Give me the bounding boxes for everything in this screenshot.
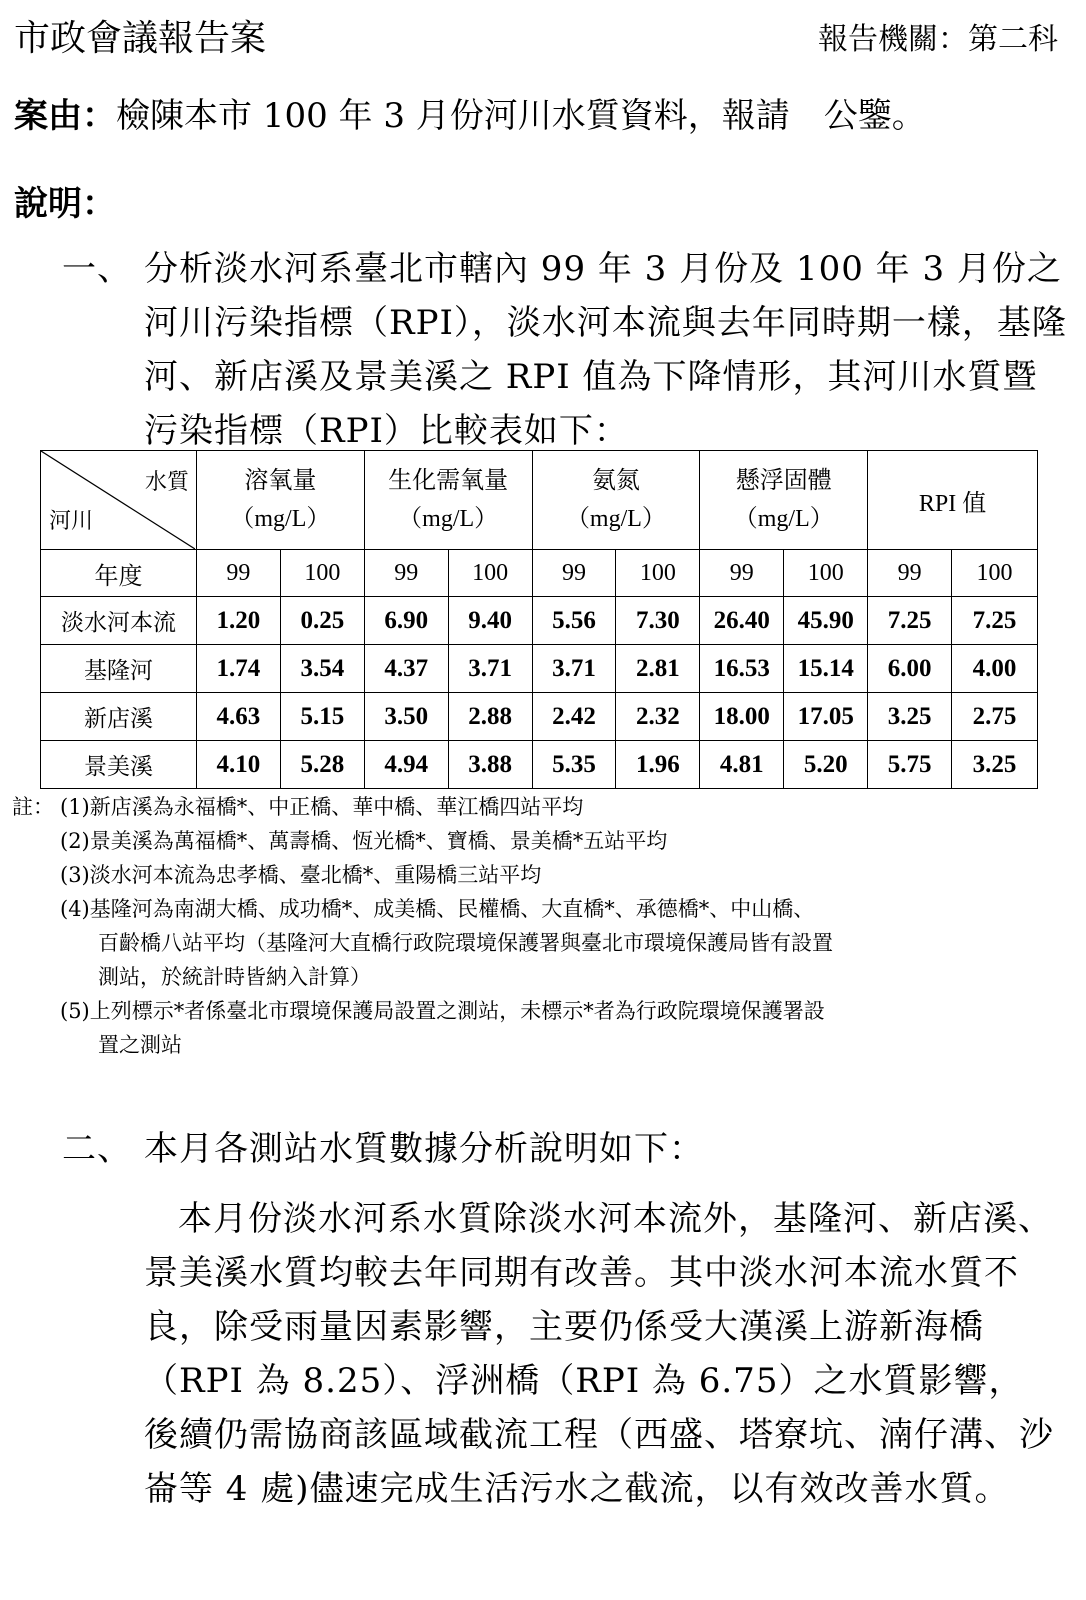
value-cell: 5.35 — [532, 741, 616, 789]
value-cell: 3.71 — [532, 645, 616, 693]
note-continuation: 百齡橋八站平均（基隆河大直橋行政院環境保護署與臺北市環境保護局皆有設置 — [98, 931, 833, 955]
section-one — [62, 242, 1072, 458]
water-quality-table — [40, 450, 1038, 789]
note-continuation: 測站，於統計時皆納入計算） — [98, 965, 371, 989]
value-cell: 17.05 — [784, 693, 868, 741]
year-cell: 99 — [700, 550, 784, 597]
subject-line — [14, 88, 926, 137]
section-two-number: 二、 — [62, 1129, 132, 1169]
year-cell: 99 — [868, 550, 952, 597]
year-cell: 100 — [952, 550, 1038, 597]
year-cell: 100 — [784, 550, 868, 597]
note-item: (4)基隆河為南湖大橋、成功橋*、成美橋、民權橋、大直橋*、承德橋*、中山橋、 — [60, 897, 815, 921]
value-cell: 7.25 — [952, 597, 1038, 645]
reporting-agency: 報告機關：第二科 — [818, 22, 1058, 57]
value-cell: 2.32 — [616, 693, 700, 741]
param-header-do — [196, 451, 364, 550]
note-item: (5)上列標示*者係臺北市環境保護局設置之測站，未標示*者為行政院環境保護署設 — [60, 999, 825, 1023]
value-cell: 4.81 — [700, 741, 784, 789]
value-cell: 3.54 — [280, 645, 364, 693]
analysis-paragraph: 本月份淡水河系水質除淡水河本流外，基隆河、新店溪、景美溪水質均較去年同期有改善。其中淡水河本流水質不良，除受雨量因素影響，主要仍係受大漢溪上游新海橋（RPI 為 8.25）、浮洲橋（RPI 為 6.75）之水質影響，後續仍需協商該區域截流工程（西盛、塔寮坑、湳仔溝、沙崙等 4 處)儘速完成生活污水之截流，以有效改善水質。 — [144, 1199, 1054, 1509]
value-cell: 9.40 — [448, 597, 532, 645]
note-item: (3)淡水河本流為忠孝橋、臺北橋*、重陽橋三站平均 — [60, 863, 542, 887]
value-cell: 16.53 — [700, 645, 784, 693]
explanation-label: 說明： — [14, 184, 116, 224]
table-row-jingmei — [41, 741, 1038, 789]
notes-label: 註： — [12, 795, 54, 819]
param-unit: （mg/L） — [230, 506, 331, 532]
value-cell: 4.00 — [952, 645, 1038, 693]
value-cell: 2.75 — [952, 693, 1038, 741]
table-row-keelung — [41, 645, 1038, 693]
river-name: 新店溪 — [41, 693, 197, 741]
note-continuation: 置之測站 — [98, 1033, 182, 1057]
year-cell: 100 — [280, 550, 364, 597]
corner-label-river: 河川 — [49, 508, 94, 533]
value-cell: 0.25 — [280, 597, 364, 645]
year-row — [41, 550, 1038, 597]
subject-label: 案由： — [14, 96, 116, 136]
value-cell: 5.28 — [280, 741, 364, 789]
value-cell: 4.94 — [364, 741, 448, 789]
document-title: 市政會議報告案 — [14, 18, 267, 59]
value-cell: 6.00 — [868, 645, 952, 693]
value-cell: 3.50 — [364, 693, 448, 741]
year-cell: 99 — [196, 550, 280, 597]
value-cell: 5.56 — [532, 597, 616, 645]
param-header-ss — [700, 451, 868, 550]
param-header-bod — [364, 451, 532, 550]
value-cell: 4.10 — [196, 741, 280, 789]
param-name: 生化需氧量 — [388, 468, 509, 494]
param-header-nh3n — [532, 451, 700, 550]
value-cell: 1.74 — [196, 645, 280, 693]
value-cell: 3.25 — [952, 741, 1038, 789]
year-cell: 99 — [364, 550, 448, 597]
subject-text: 檢陳本市 100 年 3 月份河川水質資料，報請 公鑒。 — [116, 96, 926, 136]
table-row-tamsui — [41, 597, 1038, 645]
param-name: 氨氮 — [591, 468, 640, 494]
table-corner-cell — [41, 451, 197, 550]
value-cell: 15.14 — [784, 645, 868, 693]
value-cell: 1.20 — [196, 597, 280, 645]
param-unit: （mg/L） — [398, 506, 499, 532]
value-cell: 1.96 — [616, 741, 700, 789]
river-name: 景美溪 — [41, 741, 197, 789]
section-one-text: 分析淡水河系臺北市轄內 99 年 3 月份及 100 年 3 月份之河川污染指標（RPI），淡水河本流與去年同時期一樣，基隆河、新店溪及景美溪之 RPI 值為下降情形，其河川水質暨污染指標（RPI）比較表如下： — [144, 249, 1067, 451]
section-one-number: 一、 — [62, 249, 132, 289]
year-cell: 100 — [616, 550, 700, 597]
corner-label-quality: 水質 — [144, 469, 189, 494]
section-two — [62, 1122, 1072, 1176]
value-cell: 2.42 — [532, 693, 616, 741]
value-cell: 4.37 — [364, 645, 448, 693]
value-cell: 6.90 — [364, 597, 448, 645]
value-cell: 18.00 — [700, 693, 784, 741]
river-name: 淡水河本流 — [41, 597, 197, 645]
value-cell: 3.88 — [448, 741, 532, 789]
param-header-rpi: RPI 值 — [868, 451, 1038, 550]
value-cell: 7.30 — [616, 597, 700, 645]
year-cell: 99 — [532, 550, 616, 597]
param-name: 懸浮固體 — [735, 468, 832, 494]
value-cell: 5.20 — [784, 741, 868, 789]
river-name: 基隆河 — [41, 645, 197, 693]
value-cell: 2.81 — [616, 645, 700, 693]
param-unit: （mg/L） — [565, 506, 666, 532]
value-cell: 5.75 — [868, 741, 952, 789]
table-row-xindian — [41, 693, 1038, 741]
param-unit: （mg/L） — [733, 506, 834, 532]
value-cell: 7.25 — [868, 597, 952, 645]
value-cell: 3.25 — [868, 693, 952, 741]
value-cell: 26.40 — [700, 597, 784, 645]
section-two-text: 本月各測站水質數據分析說明如下： — [144, 1129, 704, 1169]
value-cell: 5.15 — [280, 693, 364, 741]
note-item: (2)景美溪為萬福橋*、萬壽橋、恆光橋*、寶橋、景美橋*五站平均 — [60, 829, 668, 853]
year-cell: 100 — [448, 550, 532, 597]
param-name: 溶氧量 — [244, 468, 317, 494]
value-cell: 4.63 — [196, 693, 280, 741]
value-cell: 3.71 — [448, 645, 532, 693]
table-notes — [12, 790, 1062, 1062]
value-cell: 45.90 — [784, 597, 868, 645]
note-item: (1)新店溪為永福橋*、中正橋、華中橋、華江橋四站平均 — [60, 795, 584, 819]
year-label: 年度 — [41, 550, 197, 597]
value-cell: 2.88 — [448, 693, 532, 741]
